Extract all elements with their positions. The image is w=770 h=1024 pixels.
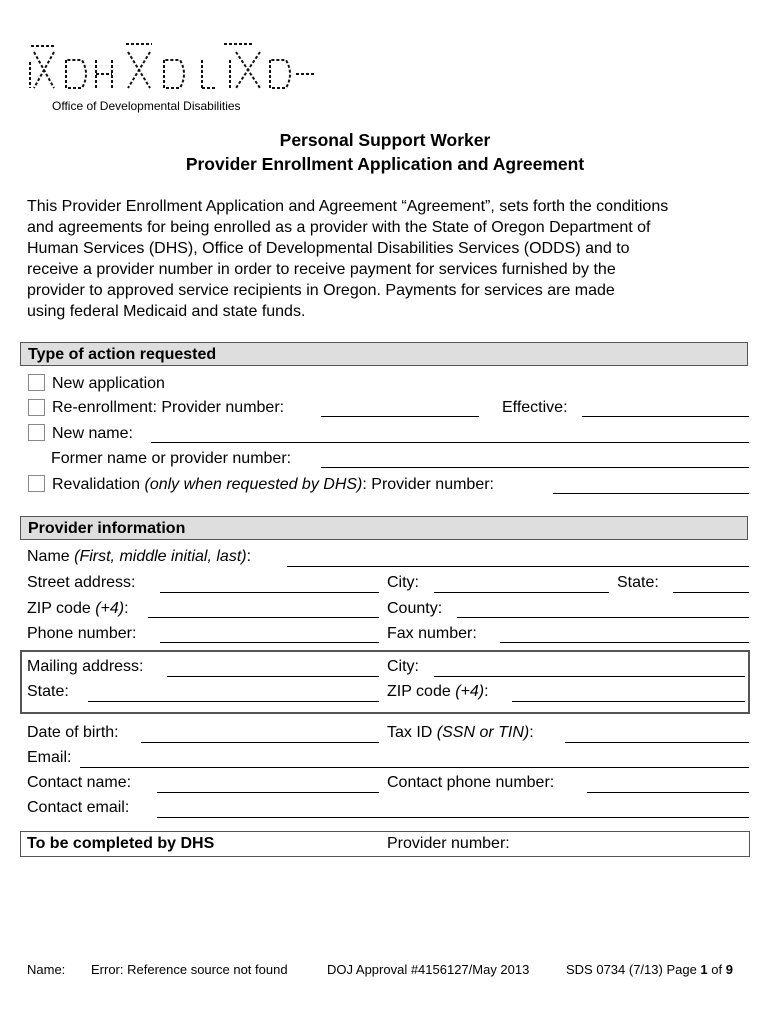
contact-name-label: Contact name: xyxy=(27,774,132,791)
mailing-state-field[interactable] xyxy=(88,701,379,702)
footer-doj-approval: DOJ Approval #4156127/May 2013 xyxy=(327,962,530,977)
contact-email-label: Contact email: xyxy=(27,799,130,816)
zip-label-suffix: : xyxy=(124,600,129,617)
zip-label-note: (+4) xyxy=(95,600,125,617)
intro-line: and agreements for being enrolled as a provider with the State of Oregon Department of xyxy=(27,219,651,236)
phone-field[interactable] xyxy=(160,642,379,643)
dob-label: Date of birth: xyxy=(27,724,119,741)
new-name-label: New name: xyxy=(52,425,133,442)
contact-email-field[interactable] xyxy=(157,817,749,818)
contact-phone-label: Contact phone number: xyxy=(387,774,555,791)
new-application-checkbox[interactable] xyxy=(28,374,45,391)
revalidation-note: (only when requested by DHS) xyxy=(144,476,363,493)
revalidation-label-text: Revalidation xyxy=(52,476,145,493)
dhs-section-heading: To be completed by DHS xyxy=(27,835,215,852)
action-section-heading: Type of action requested xyxy=(20,342,748,366)
taxid-label-suffix: : xyxy=(529,724,534,741)
intro-line: Human Services (DHS), Office of Developmental Disabilities Services (ODDS) and to xyxy=(27,240,630,257)
email-field[interactable] xyxy=(80,767,749,768)
footer-page-total: 9 xyxy=(725,962,733,977)
taxid-field[interactable] xyxy=(565,742,749,743)
city-field[interactable] xyxy=(434,592,609,593)
name-label xyxy=(27,548,251,566)
intro-paragraph xyxy=(27,196,747,322)
zip-label xyxy=(27,600,129,618)
name-label-suffix: : xyxy=(246,548,252,565)
name-field[interactable] xyxy=(287,566,749,567)
street-address-field[interactable] xyxy=(160,592,379,593)
effective-label: Effective: xyxy=(502,399,568,416)
mailing-address-label: Mailing address: xyxy=(27,658,144,675)
contact-phone-field[interactable] xyxy=(587,792,749,793)
intro-line: This Provider Enrollment Application and Agreement “Agreement”, sets forth the conditions xyxy=(27,198,669,215)
zip-field[interactable] xyxy=(148,617,379,618)
reenrollment-provider-number-field[interactable] xyxy=(321,416,479,417)
dhs-provider-number-label: Provider number: xyxy=(387,835,510,852)
taxid-label xyxy=(387,724,534,742)
mailing-zip-label-text: ZIP code xyxy=(387,683,456,700)
mailing-zip-field[interactable] xyxy=(512,701,745,702)
form-title-line2: Provider Enrollment Application and Agreement xyxy=(185,154,585,174)
name-label-note: (First, middle initial, last) xyxy=(74,548,247,565)
street-address-label: Street address: xyxy=(27,574,136,591)
zip-label-text: ZIP code xyxy=(27,600,96,617)
footer-form-number: SDS 0734 (7/13) Page xyxy=(566,962,701,977)
contact-name-field[interactable] xyxy=(157,792,379,793)
phone-label: Phone number: xyxy=(27,625,137,642)
taxid-label-note: (SSN or TIN) xyxy=(436,724,530,741)
mailing-city-label: City: xyxy=(387,658,419,675)
intro-line: provider to approved service recipients in Oregon. Payments for services are made xyxy=(27,282,615,299)
name-label-text: Name xyxy=(27,548,75,565)
footer-page-info xyxy=(566,962,733,977)
mailing-address-field[interactable] xyxy=(167,676,379,677)
new-name-field[interactable] xyxy=(151,442,749,443)
revalidation-label xyxy=(52,476,494,494)
effective-date-field[interactable] xyxy=(582,416,749,417)
dhs-odds-logo-icon xyxy=(26,38,316,102)
footer-of: of xyxy=(707,962,726,977)
state-field[interactable] xyxy=(673,592,749,593)
mailing-zip-label-note: (+4) xyxy=(455,683,485,700)
former-name-field[interactable] xyxy=(321,467,749,468)
city-label: City: xyxy=(387,574,419,591)
revalidation-provider-number-field[interactable] xyxy=(553,493,749,494)
county-field[interactable] xyxy=(457,617,749,618)
county-label: County: xyxy=(387,600,443,617)
mailing-state-label: State: xyxy=(27,683,69,700)
intro-line: using federal Medicaid and state funds. xyxy=(27,303,306,320)
intro-line: receive a provider number in order to receive payment for services furnished by the xyxy=(27,261,616,278)
fax-field[interactable] xyxy=(500,642,749,643)
former-name-label: Former name or provider number: xyxy=(51,450,292,467)
new-name-checkbox[interactable] xyxy=(28,424,45,441)
state-label: State: xyxy=(617,574,659,591)
new-application-label: New application xyxy=(52,375,165,392)
dob-field[interactable] xyxy=(141,742,379,743)
taxid-label-text: Tax ID xyxy=(387,724,437,741)
fax-label: Fax number: xyxy=(387,625,477,642)
footer-error-text: Error: Reference source not found xyxy=(91,962,288,977)
mailing-zip-label-suffix: : xyxy=(484,683,489,700)
email-label: Email: xyxy=(27,749,72,766)
office-caption: Office of Developmental Disabilities xyxy=(52,99,241,113)
mailing-zip-label xyxy=(387,683,489,701)
reenrollment-label: Re-enrollment: Provider number: xyxy=(52,399,285,416)
revalidation-checkbox[interactable] xyxy=(28,475,45,492)
mailing-city-field[interactable] xyxy=(434,676,745,677)
footer-name-label: Name: xyxy=(27,962,66,977)
revalidation-label-suffix: : Provider number: xyxy=(362,476,494,493)
footer-page-number: 1 xyxy=(700,962,708,977)
form-title-line1: Personal Support Worker xyxy=(279,130,491,150)
reenrollment-checkbox[interactable] xyxy=(28,399,45,416)
provider-section-heading: Provider information xyxy=(20,516,748,540)
